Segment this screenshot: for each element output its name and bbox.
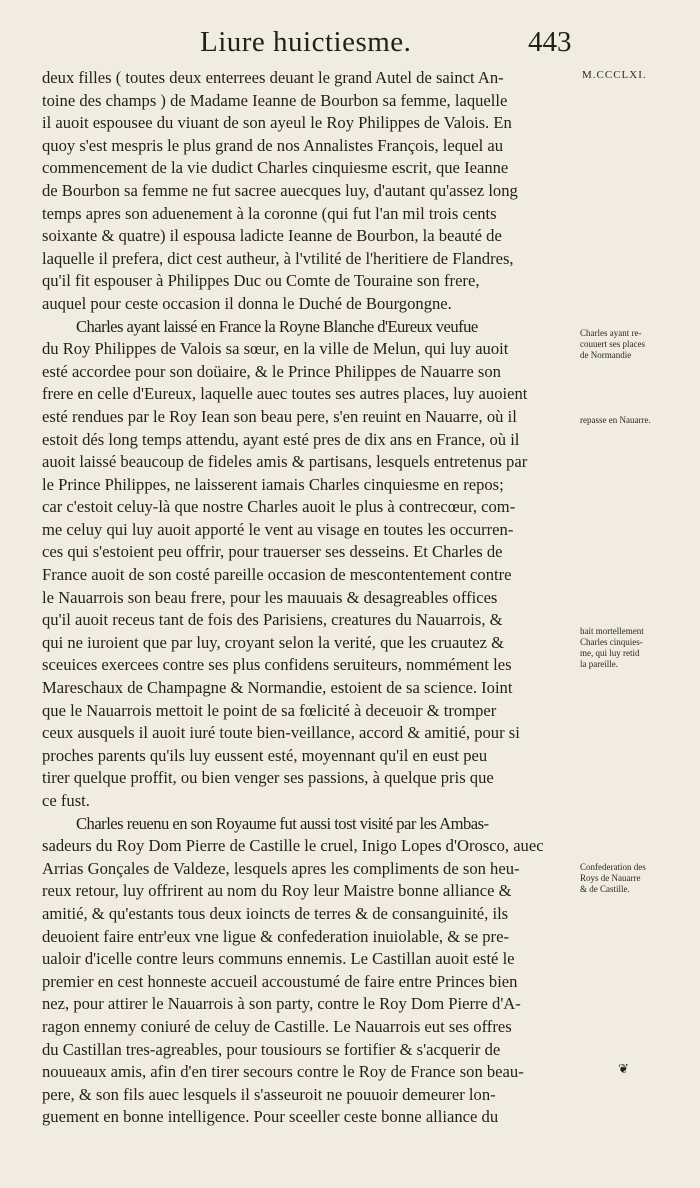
text-line: ceux ausquels il auoit iuré toute bien-veillance, accord & amitié, pour si — [42, 723, 520, 743]
margin-note-line: Charles cinquies- — [580, 637, 643, 647]
margin-note-line: Roys de Nauarre — [580, 873, 641, 883]
text-line: du Castillan tres-agreables, pour tousiours se fortifier & s'acquerir de — [42, 1039, 501, 1059]
page-header — [0, 22, 700, 66]
text-line: sceuices exercees contre ses plus confidens seruiteurs, nommément les — [42, 655, 512, 675]
text-line: deuoient faire entr'eux vne ligue & confederation inuiolable, & se pre- — [42, 926, 509, 946]
text-line: auquel pour ceste occasion il donna le Duché de Bourgongne. — [42, 293, 452, 313]
fleuron-icon: ❦ — [618, 1062, 629, 1077]
text-line: tirer quelque proffit, ou bien venger ses passions, à quelque pris que — [42, 768, 494, 788]
text-line: toine des champs ) de Madame Ieanne de Bourbon sa femme, laquelle — [42, 90, 508, 110]
text-line: que le Nauarrois mettoit le point de sa fœlicité à deceuoir & tromper — [42, 700, 497, 720]
text-line: le Nauarrois son beau frere, pour les mauuais & desagreables offices — [42, 587, 498, 607]
text-line: ragon ennemy coniuré de celuy de Castille. Le Nauarrois eut ses offres — [42, 1016, 512, 1036]
text-line: esté rendues par le Roy Iean son beau pere, s'en reuint en Nauarre, où il — [42, 406, 517, 426]
running-title: Liure huictiesme. — [200, 26, 412, 58]
text-line: me celuy qui luy auoit apporté le vent au visage en toutes les occurren- — [42, 519, 514, 539]
text-line: sadeurs du Roy Dom Pierre de Castille le cruel, Inigo Lopes d'Orosco, auec — [42, 836, 544, 856]
text-line: ces qui s'estoient peu offrir, pour trauerser ses desseins. Et Charles de — [42, 542, 503, 562]
text-line: le Prince Philippes, ne laisserent iamais Charles cinquiesme en repos; — [42, 474, 504, 494]
body-text — [42, 67, 576, 1129]
margin-note-line: couuert ses places — [580, 339, 645, 349]
text-line: frere en celle d'Eureux, laquelle auec toutes ses autres places, luy auoient — [42, 384, 528, 404]
text-line: laquelle il prefera, dict cest autheur, à l'vtilité de l'heritiere de Flandres, — [42, 248, 514, 268]
text-line: estoit dés long temps attendu, ayant esté pres de dix ans en France, où il — [42, 429, 520, 449]
text-line: qui ne iuroient que par luy, croyant selon la verité, que les cruautez & — [42, 632, 504, 652]
text-line: auoit laissé beaucoup de fideles amis & partisans, lesquels entretenus par — [42, 452, 528, 472]
text-line: Charles reuenu en son Royaume fut aussi tost visité par les Ambas- — [76, 813, 489, 833]
text-line: nouueaux amis, afin d'en tirer secours contre le Roy de France son beau- — [42, 1062, 524, 1082]
text-line: qu'il fit espouser à Philippes Duc ou Comte de Touraine son frere, — [42, 271, 480, 291]
margin-note — [580, 328, 698, 361]
margin-note-line: me, qui luy retid — [580, 648, 640, 658]
text-line: premier en cest honneste accueil accoustumé de faire entre Princes bien — [42, 971, 518, 991]
page-number: 443 — [528, 26, 572, 58]
margin-note-line: & de Castille. — [580, 884, 630, 894]
text-line: quoy s'est mespris le plus grand de nos Annalistes François, lequel au — [42, 135, 504, 155]
margin-note — [580, 862, 698, 895]
margin-note-line: hait mortellement — [580, 626, 644, 636]
text-line: temps apres son aduenement à la coronne (qui fut l'an mil trois cents — [42, 203, 497, 223]
text-line: ce fust. — [42, 791, 90, 810]
text-line: commencement de la vie dudict Charles cinquiesme escrit, que Ieanne — [42, 158, 509, 178]
margin-note-line: repasse en Nauarre. — [580, 415, 651, 425]
text-line: du Roy Philippes de Valois sa sœur, en la ville de Melun, qui luy auoit — [42, 339, 509, 359]
text-line: pere, & son fils auec lesquels il s'asseuroit ne pouuoir demeurer lon- — [42, 1084, 496, 1104]
text-line: Arrias Gonçales de Valdeze, lesquels apres les compliments de son heu- — [42, 858, 520, 878]
text-line: car c'estoit celuy-là que nostre Charles auoit le plus à contrecœur, com- — [42, 497, 516, 517]
text-line: guement en bonne intelligence. Pour sceeller ceste bonne alliance du — [42, 1107, 499, 1127]
margin-note-year — [582, 70, 700, 81]
margin-note — [580, 626, 698, 670]
text-line: ualoir d'icelle contre leurs communs ennemis. Le Castillan auoit esté le — [42, 949, 515, 969]
margin-note-line: Confederation des — [580, 862, 646, 872]
text-line: proches parents qu'ils luy eussent esté, moyennant qu'il en eust peu — [42, 745, 488, 765]
margin-note-line: Charles ayant re- — [580, 328, 642, 338]
text-line: deux filles ( toutes deux enterrees deuant le grand Autel de sainct An- — [42, 68, 504, 87]
text-line: soixante & quatre) il espousa ladicte Ieanne de Bourbon, la beauté de — [42, 226, 502, 246]
margin-note — [580, 415, 698, 426]
text-line: de Bourbon sa femme ne fut sacree auecques luy, d'autant qu'assez long — [42, 180, 518, 200]
text-line: qu'il auoit receus tant de fois des Parisiens, creatures du Nauarrois, & — [42, 610, 503, 630]
text-line: Mareschaux de Champagne & Normandie, estoient de sa science. Ioint — [42, 678, 513, 698]
margin-note-line: M.CCCLXI. — [582, 69, 647, 81]
text-line: Charles ayant laissé en France la Royne Blanche d'Eureux veufue — [76, 316, 478, 336]
text-line: esté accordee pour son doüaire, & le Prince Philippes de Nauarre son — [42, 361, 501, 381]
text-line: il auoit espousee du viuant de son ayeul le Roy Philippes de Valois. En — [42, 113, 512, 133]
margin-note-line: de Normandie — [580, 350, 632, 360]
text-line: nez, pour attirer le Nauarrois à son party, contre le Roy Dom Pierre d'A- — [42, 994, 521, 1014]
text-line: France auoit de son costé pareille occasion de mescontentement contre — [42, 565, 512, 585]
margin-note-line: la pareille. — [580, 659, 618, 669]
text-line: amitié, & qu'estants tous deux ioincts de terres & de consanguinité, ils — [42, 903, 509, 923]
text-line: reux retour, luy offrirent au nom du Roy leur Maistre bonne alliance & — [42, 881, 512, 901]
